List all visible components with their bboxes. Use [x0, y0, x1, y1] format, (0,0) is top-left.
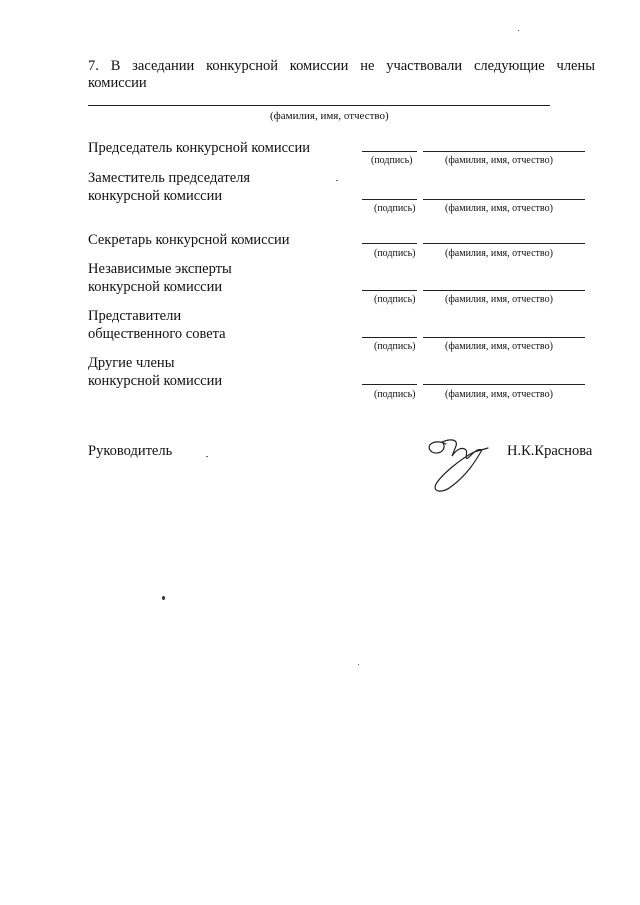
signature-caption: (подпись)	[374, 203, 416, 214]
item7-text: 7. В заседании конкурсной комиссии не участвовали следующие члены	[88, 58, 595, 74]
role-label: Представители	[88, 308, 182, 324]
signature-line	[362, 384, 417, 385]
stray-mark	[206, 456, 208, 457]
role-label: конкурсной комиссии	[88, 188, 223, 204]
name-caption: (фамилия, имя, отчество)	[445, 203, 553, 214]
stray-mark	[518, 30, 519, 31]
role-label: Секретарь конкурсной комиссии	[88, 232, 290, 248]
signature-caption: (подпись)	[374, 389, 416, 400]
signature-line	[362, 199, 417, 200]
signature-line	[362, 290, 417, 291]
signature-caption: (подпись)	[374, 341, 416, 352]
stray-mark	[162, 596, 165, 600]
absent-members-line	[88, 105, 550, 106]
name-caption: (фамилия, имя, отчество)	[445, 155, 553, 166]
signature-line	[362, 337, 417, 338]
signature-line	[362, 151, 417, 152]
item7-text-cont: комиссии	[88, 75, 147, 91]
role-label: конкурсной комиссии	[88, 373, 223, 389]
role-public-council	[88, 307, 226, 343]
signature-caption: (подпись)	[371, 155, 413, 166]
name-line	[423, 199, 585, 200]
role-label: общественного совета	[88, 326, 226, 342]
name-caption: (фамилия, имя, отчество)	[445, 341, 553, 352]
role-other-members	[88, 354, 222, 390]
absent-members-caption: (фамилия, имя, отчество)	[270, 110, 389, 122]
role-deputy-chairman	[88, 169, 250, 205]
role-label: конкурсной комиссии	[88, 279, 223, 295]
head-label: Руководитель	[88, 443, 173, 459]
signature-caption: (подпись)	[374, 294, 416, 305]
name-line	[423, 243, 585, 244]
role-label: Другие члены	[88, 355, 175, 371]
name-line	[423, 290, 585, 291]
stray-mark	[336, 180, 338, 181]
head-name: Н.К.Краснова	[507, 443, 593, 459]
name-caption: (фамилия, имя, отчество)	[445, 248, 553, 259]
role-label: Заместитель председателя	[88, 170, 251, 186]
stray-mark	[358, 664, 359, 665]
signature-line	[362, 243, 417, 244]
name-line	[423, 384, 585, 385]
name-caption: (фамилия, имя, отчество)	[445, 389, 553, 400]
name-line	[423, 151, 585, 152]
name-line	[423, 337, 585, 338]
role-chairman	[88, 139, 310, 157]
name-caption: (фамилия, имя, отчество)	[445, 294, 553, 305]
signature-caption: (подпись)	[374, 248, 416, 259]
handwritten-signature	[412, 430, 500, 496]
role-independent-experts	[88, 260, 232, 296]
role-label: Независимые эксперты	[88, 261, 232, 277]
role-secretary	[88, 231, 290, 249]
role-label: Председатель конкурсной комиссии	[88, 140, 310, 156]
